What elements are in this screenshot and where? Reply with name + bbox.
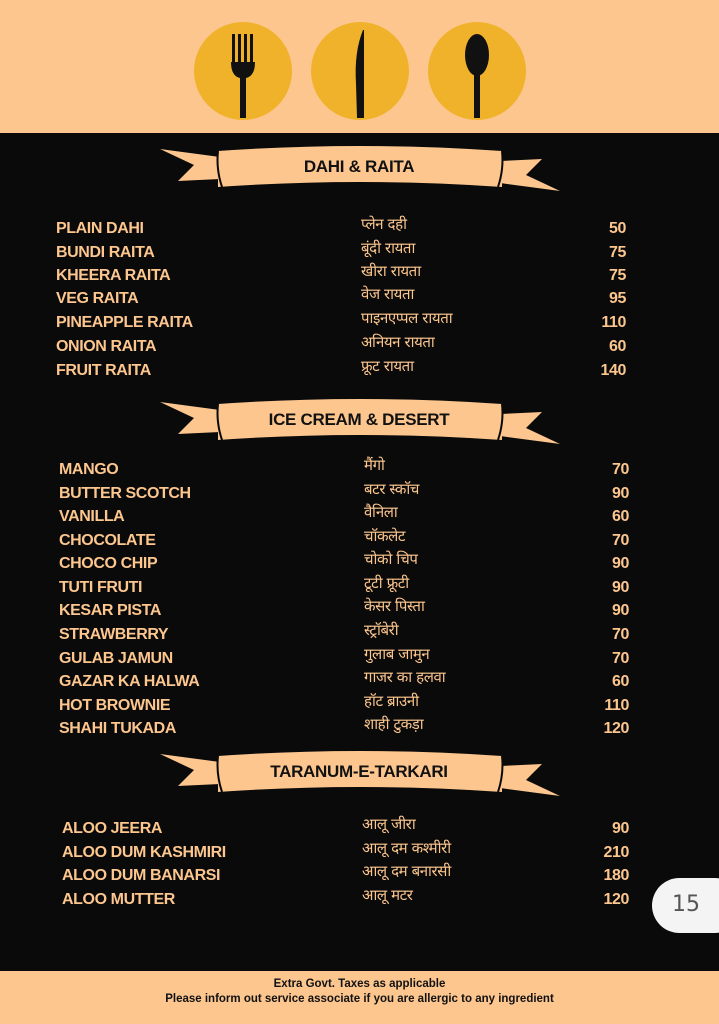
- item-name: ALOO JEERA: [62, 820, 163, 837]
- item-name-hindi: मैंगो: [364, 456, 385, 474]
- knife-circle: [311, 22, 409, 120]
- spoon-icon: [428, 22, 526, 120]
- item-name-hindi: पाइनएप्पल रायता: [361, 309, 453, 327]
- item-price: 75: [609, 244, 626, 261]
- item-name: BUNDI RAITA: [56, 244, 155, 261]
- item-name: KHEERA RAITA: [56, 267, 171, 284]
- item-name-hindi: हॉट ब्राउनी: [364, 692, 419, 710]
- item-name: PLAIN DAHI: [56, 220, 144, 237]
- section-title: TARANUM-E-TARKARI: [270, 762, 448, 781]
- item-name-hindi: वेज रायता: [361, 285, 414, 303]
- item-price: 50: [609, 220, 626, 237]
- item-name: ALOO DUM KASHMIRI: [62, 844, 226, 861]
- item-price: 120: [603, 891, 629, 908]
- item-name-hindi: गुलाब जामुन: [364, 645, 430, 663]
- item-name-hindi: स्ट्रॉबेरी: [364, 621, 399, 639]
- item-name: CHOCOLATE: [59, 532, 156, 549]
- item-name: SHAHI TUKADA: [59, 720, 176, 737]
- section-title: ICE CREAM & DESERT: [268, 410, 450, 429]
- item-name: TUTI FRUTI: [59, 579, 143, 596]
- footer-tax-note: Extra Govt. Taxes as applicable: [273, 978, 446, 990]
- item-name: BUTTER SCOTCH: [59, 485, 191, 502]
- item-name-hindi: गाजर का हलवा: [364, 668, 446, 686]
- page-number: 15: [672, 892, 700, 917]
- item-name: ONION RAITA: [56, 338, 157, 355]
- section-banner-ice-cream: [160, 396, 560, 448]
- page-number-badge: [652, 878, 719, 933]
- item-name-hindi: अनियन रायता: [361, 333, 435, 351]
- item-price: 60: [612, 673, 629, 690]
- item-name-hindi: वैनिला: [364, 503, 398, 521]
- item-name: VANILLA: [59, 508, 125, 525]
- item-price: 140: [600, 362, 626, 379]
- item-name: VEG RAITA: [56, 290, 139, 307]
- item-name-hindi: फ्रूट रायता: [361, 357, 414, 375]
- item-name-hindi: टूटी फ्रूटी: [364, 574, 409, 592]
- header-band: [0, 0, 719, 133]
- item-name-hindi: आलू जीरा: [362, 815, 416, 833]
- item-name: GULAB JAMUN: [59, 650, 173, 667]
- knife-icon: [311, 22, 409, 120]
- item-price: 180: [603, 867, 629, 884]
- item-price: 110: [601, 314, 626, 331]
- section-banner-tarkari: [160, 748, 560, 800]
- item-price: 70: [612, 532, 629, 549]
- item-name: PINEAPPLE RAITA: [56, 314, 193, 331]
- section-title: DAHI & RAITA: [303, 157, 415, 176]
- item-price: 90: [612, 579, 629, 596]
- item-price: 210: [603, 844, 629, 861]
- item-name-hindi: खीरा रायता: [361, 262, 421, 280]
- item-price: 110: [604, 697, 629, 714]
- item-name-hindi: चोको चिप: [364, 550, 418, 568]
- item-name: STRAWBERRY: [59, 626, 169, 643]
- item-price: 60: [612, 508, 629, 525]
- item-name: GAZAR KA HALWA: [59, 673, 200, 690]
- item-price: 90: [612, 485, 629, 502]
- item-price: 95: [609, 290, 626, 307]
- item-price: 70: [612, 461, 629, 478]
- item-name-hindi: बटर स्कॉच: [364, 480, 419, 498]
- item-price: 120: [603, 720, 629, 737]
- item-price: 70: [612, 650, 629, 667]
- item-price: 60: [609, 338, 626, 355]
- item-name-hindi: आलू दम बनारसी: [362, 862, 451, 880]
- fork-icon: [194, 22, 292, 120]
- item-name: FRUIT RAITA: [56, 362, 151, 379]
- item-price: 75: [609, 267, 626, 284]
- item-price: 90: [612, 602, 629, 619]
- item-name-hindi: शाही टुकड़ा: [364, 715, 424, 733]
- item-name: ALOO MUTTER: [62, 891, 175, 908]
- footer-allergy-note: Please inform out service associate if you are allergic to any ingredient: [165, 993, 554, 1005]
- item-price: 70: [612, 626, 629, 643]
- item-name-hindi: बूंदी रायता: [361, 239, 415, 257]
- section-banner-dahi-raita: [160, 143, 560, 195]
- item-name: ALOO DUM BANARSI: [62, 867, 221, 884]
- item-name-hindi: आलू मटर: [362, 886, 413, 904]
- item-price: 90: [612, 555, 629, 572]
- fork-circle: [194, 22, 292, 120]
- item-name: CHOCO CHIP: [59, 555, 158, 572]
- item-name-hindi: केसर पिस्ता: [364, 597, 425, 615]
- spoon-circle: [428, 22, 526, 120]
- item-name-hindi: प्लेन दही: [361, 215, 407, 233]
- item-name: KESAR PISTA: [59, 602, 161, 619]
- item-name: MANGO: [59, 461, 119, 478]
- footer: [0, 971, 719, 1024]
- item-price: 90: [612, 820, 629, 837]
- item-name-hindi: आलू दम कश्मीरी: [362, 839, 451, 857]
- item-name-hindi: चॉकलेट: [364, 527, 406, 545]
- item-name: HOT BROWNIE: [59, 697, 171, 714]
